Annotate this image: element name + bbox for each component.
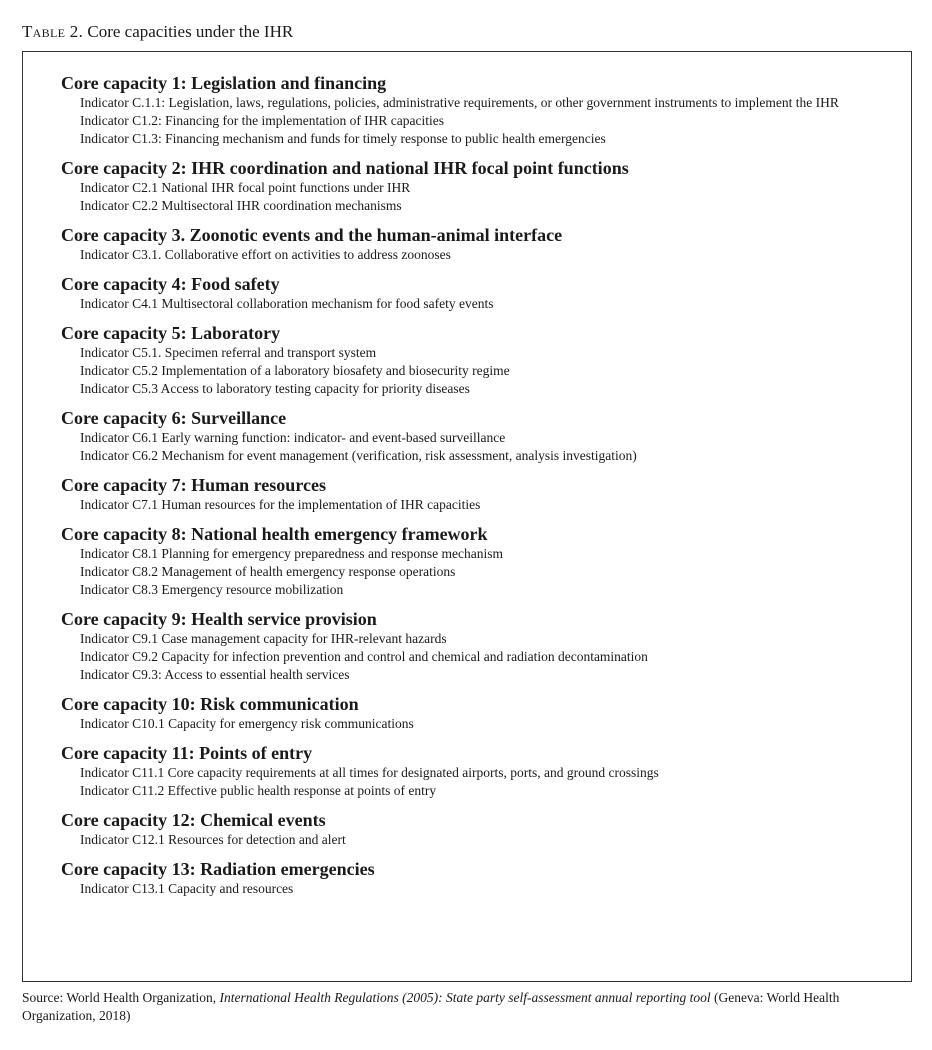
capacity-title: Core capacity 2: IHR coordination and national IHR focal point functions [61, 158, 629, 178]
source-prefix: Source: World Health Organization, [22, 990, 220, 1005]
indicator-item: Indicator C1.2: Financing for the implementation of IHR capacities [80, 113, 445, 128]
capacity-block [61, 322, 881, 398]
capacity-title: Core capacity 13: Radiation emergencies [61, 859, 375, 879]
indicator-item: Indicator C7.1 Human resources for the implementation of IHR capacities [80, 497, 481, 512]
capacity-title: Core capacity 10: Risk communication [61, 694, 359, 714]
indicator-item: Indicator C9.3: Access to essential health services [80, 667, 350, 682]
indicator-item: Indicator C2.1 National IHR focal point functions under IHR [80, 180, 411, 195]
indicator-item: Indicator C9.2 Capacity for infection prevention and control and chemical and radiation decontamination [80, 649, 648, 664]
indicator-item: Indicator C13.1 Capacity and resources [80, 881, 294, 896]
capacity-block [61, 407, 881, 465]
capacity-title: Core capacity 5: Laboratory [61, 323, 281, 343]
capacity-block [61, 858, 881, 898]
capacity-list [61, 72, 881, 907]
indicator-item: Indicator C9.1 Case management capacity for IHR-relevant hazards [80, 631, 447, 646]
indicator-item: Indicator C2.2 Multisectoral IHR coordination mechanisms [80, 198, 402, 213]
table-label: Table 2. [22, 22, 84, 41]
capacity-block [61, 224, 881, 264]
capacity-title: Core capacity 8: National health emergency framework [61, 524, 488, 544]
capacity-block [61, 72, 881, 148]
capacity-block [61, 523, 881, 599]
core-capacities-table [22, 51, 912, 982]
capacity-block [61, 474, 881, 514]
indicator-item: Indicator C.1.1: Legislation, laws, regulations, policies, administrative requirements, or other government instruments to implement the IHR [80, 95, 839, 110]
indicator-item: Indicator C3.1. Collaborative effort on activities to address zoonoses [80, 247, 451, 262]
indicator-item: Indicator C5.3 Access to laboratory testing capacity for priority diseases [80, 381, 470, 396]
source-title: International Health Regulations (2005): State party self-assessment annual reporting tool [219, 990, 711, 1005]
indicator-item: Indicator C11.1 Core capacity requirements at all times for designated airports, ports, and ground crossings [80, 765, 659, 780]
capacity-title: Core capacity 1: Legislation and financing [61, 73, 387, 93]
capacity-title: Core capacity 4: Food safety [61, 274, 280, 294]
capacity-title: Core capacity 9: Health service provision [61, 609, 377, 629]
capacity-block [61, 157, 881, 215]
capacity-title: Core capacity 11: Points of entry [61, 743, 313, 763]
capacity-block [61, 273, 881, 313]
indicator-item: Indicator C6.2 Mechanism for event management (verification, risk assessment, analysis investigation) [80, 448, 637, 463]
capacity-block [61, 693, 881, 733]
indicator-item: Indicator C6.1 Early warning function: indicator- and event-based surveillance [80, 430, 506, 445]
indicator-item: Indicator C1.3: Financing mechanism and funds for timely response to public health emergencies [80, 131, 606, 146]
source-suffix: (Geneva: World Health Organization, 2018) [22, 990, 840, 1023]
indicator-item: Indicator C8.1 Planning for emergency preparedness and response mechanism [80, 546, 503, 561]
capacity-title: Core capacity 3. Zoonotic events and the human-animal interface [61, 225, 563, 245]
table-caption [22, 22, 293, 42]
table-title: Core capacities under the IHR [87, 22, 294, 41]
indicator-item: Indicator C11.2 Effective public health response at points of entry [80, 783, 437, 798]
indicator-item: Indicator C12.1 Resources for detection and alert [80, 832, 346, 847]
capacity-block [61, 742, 881, 800]
source-note [22, 989, 902, 1025]
capacity-title: Core capacity 7: Human resources [61, 475, 326, 495]
capacity-block [61, 608, 881, 684]
indicator-item: Indicator C8.2 Management of health emergency response operations [80, 564, 456, 579]
indicator-item: Indicator C4.1 Multisectoral collaboration mechanism for food safety events [80, 296, 494, 311]
indicator-item: Indicator C8.3 Emergency resource mobilization [80, 582, 344, 597]
indicator-item: Indicator C5.1. Specimen referral and transport system [80, 345, 377, 360]
capacity-title: Core capacity 12: Chemical events [61, 810, 326, 830]
capacity-title: Core capacity 6: Surveillance [61, 408, 287, 428]
indicator-item: Indicator C5.2 Implementation of a laboratory biosafety and biosecurity regime [80, 363, 510, 378]
indicator-item: Indicator C10.1 Capacity for emergency risk communications [80, 716, 414, 731]
capacity-block [61, 809, 881, 849]
